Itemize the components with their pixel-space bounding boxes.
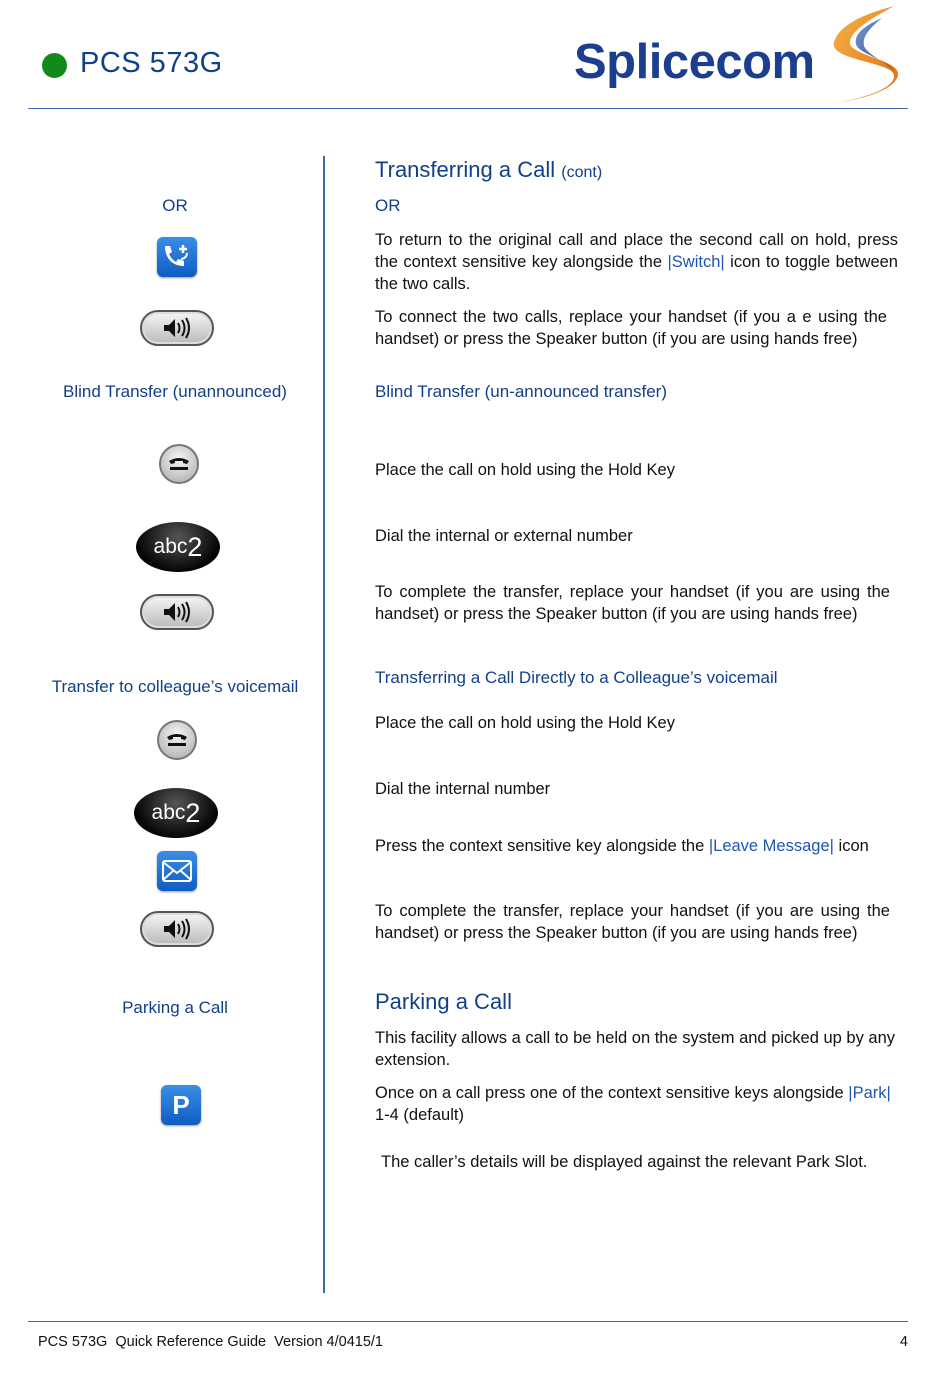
complete-instruction-2: To complete the transfer, replace your handset (if you are using the handset) or press the Speaker button (if you are using hands free) [375, 902, 890, 942]
keypad-digit-2: 2 [185, 797, 201, 828]
keypad-digit: 2 [187, 531, 203, 562]
logo-swoosh-icon [572, 2, 902, 106]
dial-instruction-2: Dial the internal number [375, 780, 551, 798]
left-label-parking: Parking a Call [122, 998, 228, 1017]
section-title-text: Transferring a Call [375, 157, 556, 182]
keypad-letters-2: abc [151, 801, 186, 824]
speaker-button-icon-3 [140, 911, 214, 947]
logo-text: Splicecom [574, 35, 815, 89]
switch-call-icon [157, 237, 197, 277]
status-dot-icon [42, 53, 67, 78]
hold-glyph-icon [167, 457, 191, 471]
return-text-2: icon to toggle between the two calls. [375, 253, 898, 293]
left-label-blind-transfer: Blind Transfer (unannounced) [63, 382, 287, 401]
speaker-button-icon-2 [140, 594, 214, 630]
park-key-label: |Park| [848, 1084, 891, 1102]
park-text-2: 1-4 (default) [375, 1106, 464, 1124]
complete-instruction-1: To complete the transfer, replace your handset (if you are using the handset) or press the Speaker button (if you are using hands free) [375, 583, 890, 623]
speaker-button-icon [140, 310, 214, 346]
keypad-2-icon-2 [134, 788, 218, 838]
hold-key-icon [159, 444, 199, 484]
keypad-2-icon [136, 522, 220, 572]
page-title: PCS 573G [80, 47, 223, 79]
return-instruction [375, 229, 898, 295]
footer-guide-title: PCS 573G Quick Reference Guide Version 4/0415/1 [38, 1334, 383, 1350]
park-details: The caller’s details will be displayed against the relevant Park Slot. [381, 1153, 868, 1171]
footer-divider [28, 1321, 908, 1322]
voicemail-subheading: Transferring a Call Directly to a Colleague’s voicemail [375, 668, 778, 687]
park-description: This facility allows a call to be held on the system and picked up by any extension. [375, 1029, 896, 1069]
dial-instruction-1: Dial the internal or external number [375, 527, 633, 545]
hold-instruction-1: Place the call on hold using the Hold Key [375, 461, 675, 479]
park-text-1: Once on a call press one of the context sensitive keys alongside [375, 1084, 849, 1102]
return-text-1: To return to the original call and place the second call on hold, press the context sensitive key alongside the [375, 231, 898, 271]
park-key-icon: P [161, 1085, 201, 1125]
leave-message-instruction [375, 835, 890, 857]
section-title-parking: Parking a Call [375, 989, 512, 1014]
switch-key-label: |Switch| [667, 253, 725, 271]
leave-text-2: icon [833, 837, 869, 855]
left-label-voicemail: Transfer to colleague’s voicemail [51, 677, 299, 696]
speaker-glyph-icon-3 [162, 918, 192, 940]
column-divider [323, 156, 325, 1293]
keypad-letters: abc [153, 535, 188, 558]
envelope-icon [162, 860, 192, 882]
page-number: 4 [899, 1334, 908, 1350]
hold-glyph-icon-2 [165, 733, 189, 747]
hold-key-icon-2 [157, 720, 197, 760]
right-label-or: OR [375, 196, 401, 215]
splicecom-logo [572, 2, 902, 106]
speaker-glyph-icon [162, 317, 192, 339]
leave-message-key-label: |Leave Message| [708, 837, 834, 855]
connect-instruction: To connect the two calls, replace your handset (if you a e using the handset) or press the Speaker button (if you are using hands free) [375, 308, 887, 348]
section-title-transferring [375, 157, 602, 183]
leave-message-icon [157, 851, 197, 891]
section-title-suffix: (cont) [561, 164, 603, 181]
left-label-or: OR [162, 196, 188, 215]
leave-text-1: Press the context sensitive key alongside the [375, 837, 709, 855]
header-divider [28, 108, 908, 109]
speaker-glyph-icon-2 [162, 601, 192, 623]
blind-transfer-subheading: Blind Transfer (un-announced transfer) [375, 382, 667, 401]
switch-call-glyph-icon [161, 242, 193, 272]
park-instruction [375, 1082, 900, 1126]
hold-instruction-2: Place the call on hold using the Hold Key [375, 714, 675, 732]
